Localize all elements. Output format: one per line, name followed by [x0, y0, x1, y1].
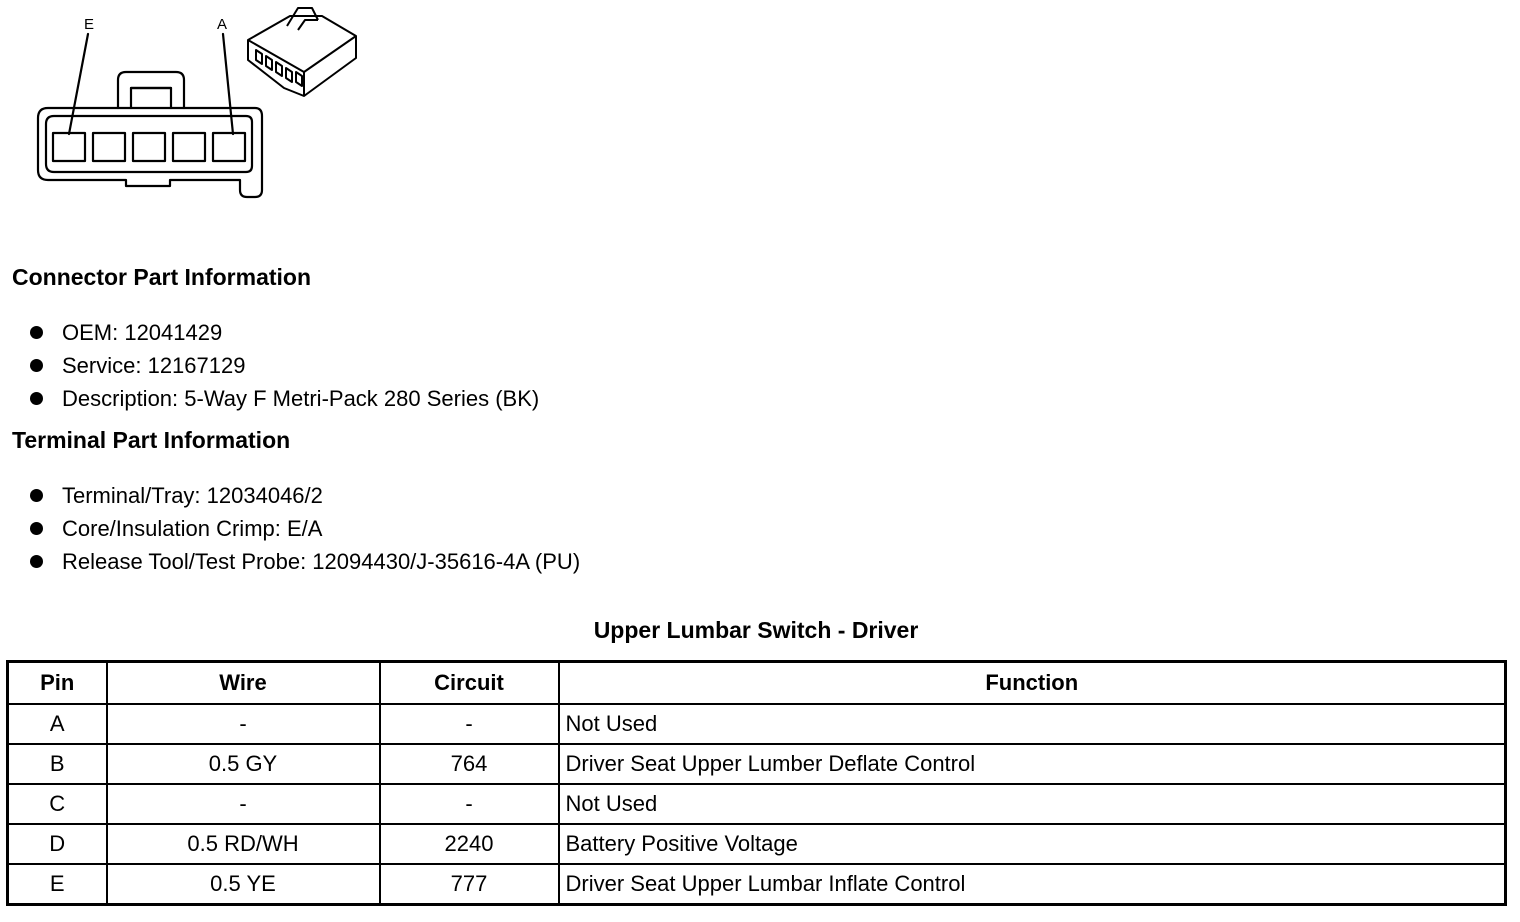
- pin-cell: C: [8, 784, 107, 824]
- pinout-table: [6, 660, 1507, 906]
- table-row: [8, 824, 1506, 864]
- connector-info-heading: Connector Part Information: [12, 264, 312, 290]
- table-title: Upper Lumbar Switch - Driver: [593, 617, 919, 643]
- service-number: Service: 12167129: [62, 353, 246, 378]
- table-row: [8, 784, 1506, 824]
- function-cell: Driver Seat Upper Lumbar Inflate Control: [559, 864, 1506, 905]
- list-item: [0, 512, 580, 545]
- connector-isometric-icon: [248, 8, 356, 96]
- table-header-row: [8, 662, 1506, 705]
- column-header-function: Function: [559, 662, 1506, 705]
- function-cell: Driver Seat Upper Lumber Deflate Control: [559, 744, 1506, 784]
- terminal-tray: Terminal/Tray: 12034046/2: [62, 483, 323, 508]
- bullet-icon: [30, 489, 43, 502]
- wire-cell: 0.5 RD/WH: [107, 824, 380, 864]
- wire-cell: 0.5 GY: [107, 744, 380, 784]
- terminal-info-heading: Terminal Part Information: [12, 427, 291, 453]
- table-row: [8, 704, 1506, 744]
- table-row: [8, 744, 1506, 784]
- connector-diagram: [0, 0, 380, 210]
- function-cell: Not Used: [559, 704, 1506, 744]
- terminal-info-list: [0, 479, 580, 578]
- core-insulation-crimp: Core/Insulation Crimp: E/A: [62, 516, 323, 541]
- table-row: [8, 864, 1506, 905]
- column-header-wire: Wire: [107, 662, 380, 705]
- pin-label-a: A: [217, 16, 228, 33]
- function-cell: Not Used: [559, 784, 1506, 824]
- cavity-e: [53, 133, 85, 161]
- pin-cell: A: [8, 704, 107, 744]
- column-header-pin: Pin: [8, 662, 107, 705]
- cavity-c: [133, 133, 165, 161]
- bullet-icon: [30, 555, 43, 568]
- circuit-cell: 777: [380, 864, 559, 905]
- connector-info-list: [0, 316, 539, 415]
- pin-label-e: E: [84, 16, 95, 33]
- leader-e: [69, 34, 88, 134]
- bullet-icon: [30, 522, 43, 535]
- bullet-icon: [30, 326, 43, 339]
- bullet-icon: [30, 392, 43, 405]
- list-item: [0, 382, 539, 415]
- wire-cell: -: [107, 704, 380, 744]
- bullet-icon: [30, 359, 43, 372]
- list-item: [0, 545, 580, 578]
- release-tool: Release Tool/Test Probe: 12094430/J-35616-4A (PU): [62, 549, 581, 574]
- pin-cell: E: [8, 864, 107, 905]
- pin-cell: D: [8, 824, 107, 864]
- circuit-cell: -: [380, 784, 559, 824]
- column-header-circuit: Circuit: [380, 662, 559, 705]
- wire-cell: -: [107, 784, 380, 824]
- circuit-cell: 2240: [380, 824, 559, 864]
- pin-cell: B: [8, 744, 107, 784]
- cavity-b: [173, 133, 205, 161]
- wire-cell: 0.5 YE: [107, 864, 380, 905]
- leader-a: [223, 34, 233, 134]
- cavity-d: [93, 133, 125, 161]
- circuit-cell: 764: [380, 744, 559, 784]
- list-item: [0, 349, 539, 382]
- oem-number: OEM: 12041429: [62, 320, 223, 345]
- cavity-a: [213, 133, 245, 161]
- function-cell: Battery Positive Voltage: [559, 824, 1506, 864]
- list-item: [0, 316, 539, 349]
- circuit-cell: -: [380, 704, 559, 744]
- list-item: [0, 479, 580, 512]
- connector-description: Description: 5-Way F Metri-Pack 280 Series (BK): [62, 386, 540, 411]
- connector-latch: [118, 72, 184, 108]
